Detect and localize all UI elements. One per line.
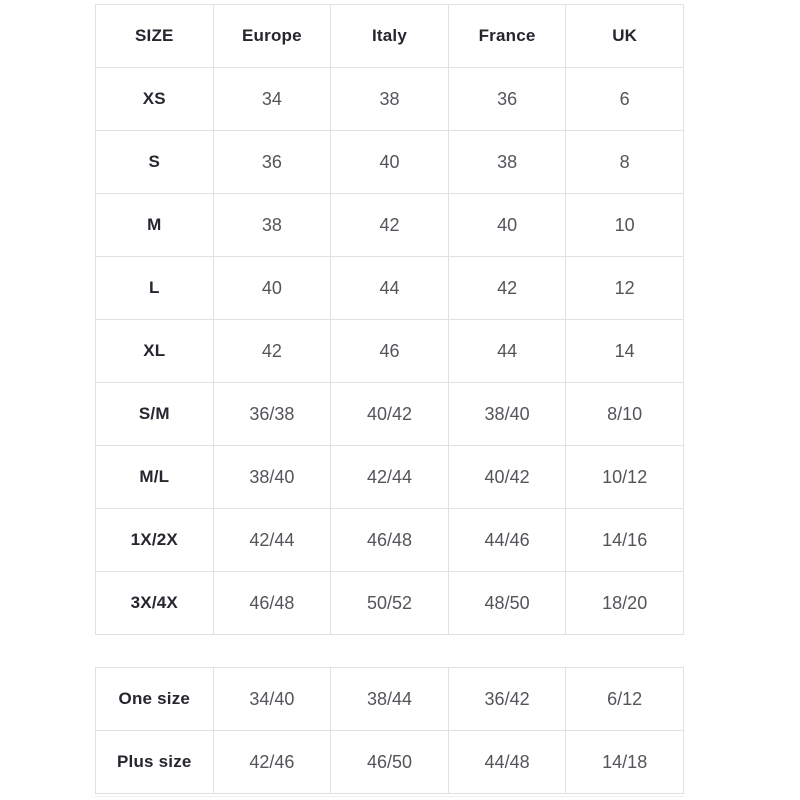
row-label: Plus size	[96, 731, 214, 794]
table-cell: 40	[213, 257, 331, 320]
column-header: Italy	[331, 5, 449, 68]
table-cell: 40/42	[448, 446, 566, 509]
table-cell: 36	[213, 131, 331, 194]
table-cell: 38	[331, 68, 449, 131]
table-cell: 42/46	[213, 731, 331, 794]
table-row	[96, 194, 684, 257]
table-cell: 36/38	[213, 383, 331, 446]
table-cell: 12	[566, 257, 684, 320]
table-cell: 44	[331, 257, 449, 320]
table-cell: 6/12	[566, 668, 684, 731]
table-cell: 48/50	[448, 572, 566, 635]
table-cell: 42	[331, 194, 449, 257]
table-cell: 44	[448, 320, 566, 383]
table-cell: 34	[213, 68, 331, 131]
table-row	[96, 68, 684, 131]
table-row	[96, 509, 684, 572]
table-cell: 38/40	[448, 383, 566, 446]
cutoff-table-edge	[95, 796, 684, 797]
row-label: XL	[96, 320, 214, 383]
table-row	[96, 572, 684, 635]
table-cell: 46/48	[213, 572, 331, 635]
table-cell: 10	[566, 194, 684, 257]
table-cell: 10/12	[566, 446, 684, 509]
row-label: One size	[96, 668, 214, 731]
size-conversion-table	[95, 4, 684, 635]
table-row	[96, 446, 684, 509]
table-cell: 42/44	[213, 509, 331, 572]
table-cell: 14/18	[566, 731, 684, 794]
table-cell: 38	[448, 131, 566, 194]
table-cell: 8	[566, 131, 684, 194]
column-header: UK	[566, 5, 684, 68]
table-body	[96, 668, 684, 794]
table-cell: 34/40	[213, 668, 331, 731]
tables-container	[95, 4, 684, 794]
table-row	[96, 383, 684, 446]
table-row	[96, 668, 684, 731]
table-row	[96, 320, 684, 383]
row-label: S/M	[96, 383, 214, 446]
row-label: XS	[96, 68, 214, 131]
table-cell: 42	[213, 320, 331, 383]
table-cell: 40	[331, 131, 449, 194]
row-label: S	[96, 131, 214, 194]
table-cell: 14/16	[566, 509, 684, 572]
row-label: M/L	[96, 446, 214, 509]
column-header: France	[448, 5, 566, 68]
row-label: M	[96, 194, 214, 257]
table-cell: 18/20	[566, 572, 684, 635]
table-row	[96, 731, 684, 794]
table-cell: 8/10	[566, 383, 684, 446]
table-cell: 40	[448, 194, 566, 257]
row-label: 3X/4X	[96, 572, 214, 635]
table-cell: 36	[448, 68, 566, 131]
table-cell: 50/52	[331, 572, 449, 635]
table-cell: 44/46	[448, 509, 566, 572]
special-sizes-table	[95, 667, 684, 794]
table-row	[96, 257, 684, 320]
table-cell: 42	[448, 257, 566, 320]
table-cell: 40/42	[331, 383, 449, 446]
row-label: 1X/2X	[96, 509, 214, 572]
table-cell: 38/44	[331, 668, 449, 731]
table-row	[96, 131, 684, 194]
table-cell: 46/48	[331, 509, 449, 572]
table-cell: 36/42	[448, 668, 566, 731]
table-cell: 6	[566, 68, 684, 131]
table-cell: 38/40	[213, 446, 331, 509]
table-cell: 14	[566, 320, 684, 383]
row-label: L	[96, 257, 214, 320]
table-cell: 44/48	[448, 731, 566, 794]
table-cell: 38	[213, 194, 331, 257]
column-header: Europe	[213, 5, 331, 68]
column-header: SIZE	[96, 5, 214, 68]
table-body	[96, 68, 684, 635]
table-cell: 46/50	[331, 731, 449, 794]
table-cell: 42/44	[331, 446, 449, 509]
table-header-row	[96, 5, 684, 68]
table-cell: 46	[331, 320, 449, 383]
